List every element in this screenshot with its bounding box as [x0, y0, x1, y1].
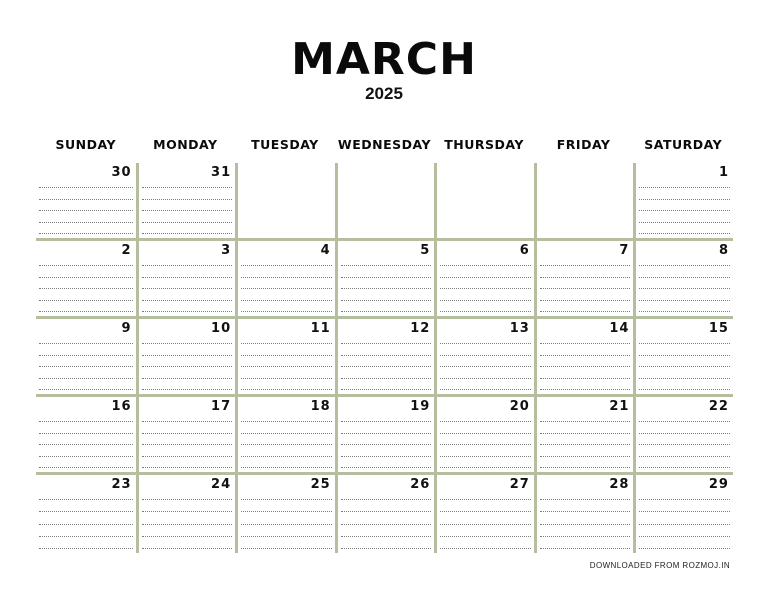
day-cell [434, 397, 534, 475]
writing-line [639, 389, 730, 390]
writing-line [639, 548, 730, 549]
writing-line [440, 456, 531, 457]
writing-line [440, 548, 531, 549]
writing-line [241, 300, 332, 301]
writing-line [639, 421, 730, 422]
day-number: 10 [211, 321, 232, 336]
day-number: 22 [708, 399, 729, 414]
writing-line [39, 389, 133, 390]
writing-line [39, 536, 133, 537]
writing-line [241, 378, 332, 379]
writing-line [341, 389, 432, 390]
writing-line [142, 421, 233, 422]
writing-line [540, 300, 631, 301]
day-number: 28 [609, 477, 630, 492]
writing-line [142, 548, 233, 549]
day-number: 21 [609, 399, 630, 414]
writing-line [142, 389, 233, 390]
writing-line [639, 378, 730, 379]
day-cell [335, 475, 435, 553]
day-cell [235, 241, 335, 319]
writing-line [540, 524, 631, 525]
writing-line [540, 343, 631, 344]
day-number: 7 [619, 243, 630, 258]
writing-line [142, 233, 233, 234]
day-number: 9 [121, 321, 132, 336]
writing-line [39, 378, 133, 379]
day-number: 27 [509, 477, 530, 492]
day-cell [335, 397, 435, 475]
writing-line [341, 343, 432, 344]
day-cell [633, 475, 733, 553]
writing-line [142, 288, 233, 289]
writing-lines [639, 265, 730, 312]
writing-line [540, 467, 631, 468]
day-cell [534, 475, 634, 553]
writing-line [341, 444, 432, 445]
writing-lines [241, 499, 332, 549]
writing-line [39, 511, 133, 512]
writing-line [440, 421, 531, 422]
writing-lines [639, 187, 730, 234]
day-number: 4 [320, 243, 331, 258]
writing-line [241, 277, 332, 278]
writing-line [440, 366, 531, 367]
writing-line [639, 311, 730, 312]
day-cell [534, 241, 634, 319]
weekday-header-row [36, 134, 733, 156]
day-cell [633, 319, 733, 397]
writing-line [639, 444, 730, 445]
writing-line [341, 524, 432, 525]
writing-line [639, 277, 730, 278]
weekday-friday: FRIDAY [556, 137, 611, 152]
writing-line [39, 222, 133, 223]
writing-line [440, 355, 531, 356]
writing-line [639, 536, 730, 537]
day-cell [136, 163, 236, 241]
writing-lines [39, 265, 133, 312]
writing-line [39, 300, 133, 301]
day-cell [235, 475, 335, 553]
day-number: 31 [211, 165, 232, 180]
writing-line [241, 311, 332, 312]
writing-lines [440, 499, 531, 549]
writing-lines [39, 187, 133, 234]
writing-lines [142, 421, 233, 468]
weekday-thursday: THURSDAY [444, 137, 524, 152]
writing-line [241, 389, 332, 390]
writing-line [39, 499, 133, 500]
writing-line [639, 467, 730, 468]
writing-lines [142, 187, 233, 234]
writing-line [540, 421, 631, 422]
day-number: 18 [310, 399, 331, 414]
day-number: 13 [509, 321, 530, 336]
writing-lines [540, 265, 631, 312]
writing-lines [241, 265, 332, 312]
writing-line [341, 378, 432, 379]
day-number: 20 [509, 399, 530, 414]
writing-lines [540, 343, 631, 390]
writing-line [341, 265, 432, 266]
day-number: 16 [111, 399, 132, 414]
day-number: 12 [410, 321, 431, 336]
writing-line [540, 277, 631, 278]
writing-line [39, 524, 133, 525]
writing-line [341, 467, 432, 468]
day-number: 6 [519, 243, 530, 258]
writing-line [142, 433, 233, 434]
day-number: 26 [410, 477, 431, 492]
writing-lines [440, 265, 531, 312]
day-cell [633, 397, 733, 475]
writing-line [241, 444, 332, 445]
writing-line [440, 467, 531, 468]
writing-line [39, 343, 133, 344]
writing-line [540, 511, 631, 512]
writing-lines [39, 343, 133, 390]
day-number: 8 [718, 243, 729, 258]
day-number: 29 [708, 477, 729, 492]
writing-line [440, 288, 531, 289]
writing-line [241, 536, 332, 537]
writing-line [440, 444, 531, 445]
writing-line [440, 536, 531, 537]
writing-line [540, 366, 631, 367]
writing-line [341, 355, 432, 356]
writing-line [241, 421, 332, 422]
writing-lines [341, 499, 432, 549]
writing-line [639, 222, 730, 223]
writing-line [540, 378, 631, 379]
writing-line [142, 467, 233, 468]
writing-line [341, 433, 432, 434]
day-number: 25 [310, 477, 331, 492]
writing-line [142, 199, 233, 200]
day-number: 17 [211, 399, 232, 414]
day-cell [136, 397, 236, 475]
writing-lines [142, 499, 233, 549]
day-cell [36, 475, 136, 553]
writing-line [440, 378, 531, 379]
writing-line [241, 355, 332, 356]
writing-lines [39, 421, 133, 468]
day-number: 2 [121, 243, 132, 258]
writing-line [639, 187, 730, 188]
writing-line [142, 222, 233, 223]
writing-lines [440, 343, 531, 390]
day-cell [136, 475, 236, 553]
calendar-grid [36, 163, 733, 553]
writing-line [639, 511, 730, 512]
writing-line [39, 288, 133, 289]
writing-line [540, 536, 631, 537]
writing-line [540, 456, 631, 457]
writing-lines [540, 421, 631, 468]
writing-lines [639, 499, 730, 549]
writing-line [440, 343, 531, 344]
writing-line [39, 433, 133, 434]
day-number: 11 [310, 321, 331, 336]
writing-line [639, 366, 730, 367]
writing-line [540, 444, 631, 445]
writing-line [540, 311, 631, 312]
writing-line [142, 499, 233, 500]
day-cell [534, 397, 634, 475]
day-cell [36, 397, 136, 475]
writing-line [639, 524, 730, 525]
writing-line [440, 389, 531, 390]
writing-line [39, 421, 133, 422]
writing-lines [241, 421, 332, 468]
day-cell [235, 319, 335, 397]
writing-lines [639, 343, 730, 390]
writing-line [39, 467, 133, 468]
writing-line [639, 233, 730, 234]
day-cell [335, 163, 435, 241]
writing-line [639, 210, 730, 211]
writing-lines [142, 343, 233, 390]
writing-line [142, 536, 233, 537]
writing-line [39, 366, 133, 367]
writing-line [639, 456, 730, 457]
writing-line [142, 187, 233, 188]
writing-line [540, 265, 631, 266]
download-credit: DOWNLOADED FROM ROZMOJ.IN [589, 561, 730, 570]
day-cell [633, 241, 733, 319]
writing-line [241, 366, 332, 367]
writing-line [440, 511, 531, 512]
writing-line [540, 288, 631, 289]
writing-line [440, 433, 531, 434]
day-cell [434, 319, 534, 397]
day-cell [434, 241, 534, 319]
day-number: 15 [708, 321, 729, 336]
writing-line [639, 499, 730, 500]
writing-line [241, 511, 332, 512]
day-number: 23 [111, 477, 132, 492]
day-cell [36, 319, 136, 397]
writing-line [440, 265, 531, 266]
writing-line [39, 355, 133, 356]
writing-line [540, 355, 631, 356]
writing-line [142, 524, 233, 525]
day-cell [136, 319, 236, 397]
day-number: 24 [211, 477, 232, 492]
writing-lines [39, 499, 133, 549]
writing-line [341, 300, 432, 301]
writing-line [142, 311, 233, 312]
writing-lines [142, 265, 233, 312]
day-cell [235, 163, 335, 241]
year-label: 2025 [365, 84, 403, 103]
writing-line [142, 343, 233, 344]
writing-line [639, 343, 730, 344]
writing-line [142, 355, 233, 356]
writing-line [142, 444, 233, 445]
month-title: MARCH [291, 34, 477, 85]
writing-line [241, 548, 332, 549]
writing-line [341, 277, 432, 278]
writing-line [142, 456, 233, 457]
writing-line [540, 499, 631, 500]
writing-line [142, 277, 233, 278]
day-number: 3 [221, 243, 232, 258]
writing-line [39, 311, 133, 312]
writing-line [241, 343, 332, 344]
writing-line [540, 548, 631, 549]
day-cell [434, 163, 534, 241]
writing-line [341, 288, 432, 289]
weekday-saturday: SATURDAY [644, 137, 723, 152]
day-cell [36, 163, 136, 241]
writing-line [241, 499, 332, 500]
writing-line [39, 444, 133, 445]
day-cell [36, 241, 136, 319]
writing-line [540, 389, 631, 390]
writing-line [241, 456, 332, 457]
writing-lines [440, 421, 531, 468]
writing-line [639, 265, 730, 266]
day-cell [633, 163, 733, 241]
day-number: 19 [410, 399, 431, 414]
day-cell [335, 319, 435, 397]
writing-line [241, 265, 332, 266]
writing-line [142, 511, 233, 512]
day-cell [235, 397, 335, 475]
writing-line [39, 199, 133, 200]
writing-lines [341, 265, 432, 312]
writing-line [241, 467, 332, 468]
writing-line [142, 265, 233, 266]
writing-lines [341, 343, 432, 390]
writing-line [639, 300, 730, 301]
writing-line [639, 355, 730, 356]
day-number: 5 [420, 243, 431, 258]
writing-lines [241, 343, 332, 390]
writing-lines [341, 421, 432, 468]
writing-line [639, 433, 730, 434]
writing-line [39, 233, 133, 234]
writing-lines [639, 421, 730, 468]
writing-lines [540, 499, 631, 549]
writing-line [241, 524, 332, 525]
writing-line [241, 433, 332, 434]
writing-line [440, 277, 531, 278]
day-cell [434, 475, 534, 553]
writing-line [142, 300, 233, 301]
day-cell [534, 163, 634, 241]
writing-line [639, 288, 730, 289]
writing-line [540, 433, 631, 434]
day-number: 30 [111, 165, 132, 180]
writing-line [440, 311, 531, 312]
day-cell [534, 319, 634, 397]
writing-line [39, 456, 133, 457]
day-number: 14 [609, 321, 630, 336]
writing-line [142, 378, 233, 379]
writing-line [341, 548, 432, 549]
writing-line [39, 277, 133, 278]
writing-line [440, 300, 531, 301]
writing-line [39, 265, 133, 266]
weekday-tuesday: TUESDAY [251, 137, 319, 152]
writing-line [39, 210, 133, 211]
writing-line [341, 311, 432, 312]
writing-line [440, 499, 531, 500]
writing-line [341, 511, 432, 512]
writing-line [639, 199, 730, 200]
writing-line [341, 499, 432, 500]
writing-line [39, 548, 133, 549]
day-cell [335, 241, 435, 319]
writing-line [142, 210, 233, 211]
weekday-monday: MONDAY [153, 137, 218, 152]
writing-line [241, 288, 332, 289]
writing-line [39, 187, 133, 188]
writing-line [142, 366, 233, 367]
weekday-wednesday: WEDNESDAY [337, 137, 432, 152]
day-number: 1 [718, 165, 729, 180]
writing-line [341, 366, 432, 367]
writing-line [341, 456, 432, 457]
weekday-sunday: SUNDAY [55, 137, 117, 152]
writing-line [440, 524, 531, 525]
day-cell [136, 241, 236, 319]
writing-line [341, 536, 432, 537]
writing-line [341, 421, 432, 422]
